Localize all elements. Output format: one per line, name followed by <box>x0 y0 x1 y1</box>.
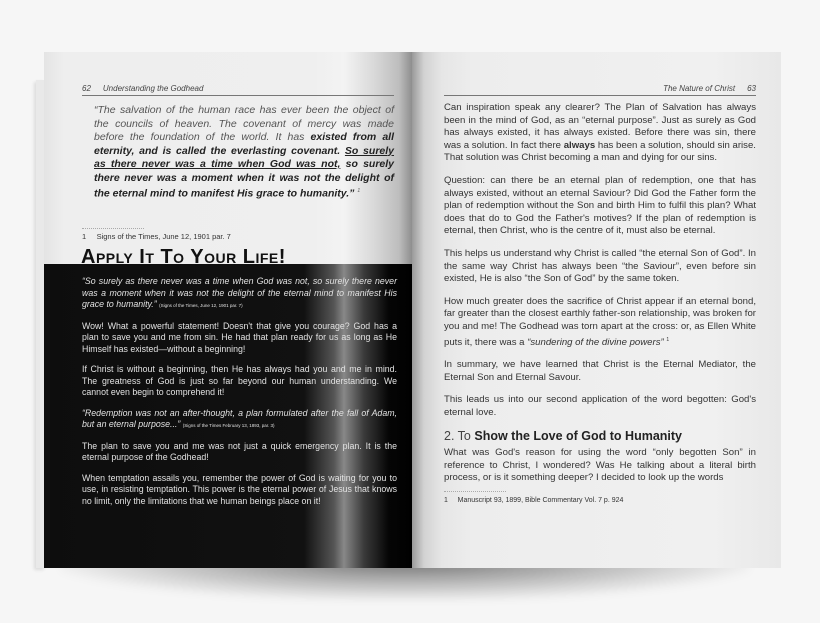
panel-paragraph: The plan to save you and me was not just a quick emergency plan. It is the eternal purpose of the Godhead! <box>82 440 397 462</box>
paragraph: Question: can there be an eternal plan of redemption, one that has always existed, without an eternal Saviour? Did God the Father form the plan of redemption without the Son and birth Him to fulfil this plan? What does that do to God the Father's motives? If the plan of redemption is eternal, then Christ, who is the centre of it, must also be eternal. <box>444 174 756 237</box>
heading-text: Show the Love of God to Humanity <box>474 428 682 443</box>
panel-paragraph: If Christ is without a beginning, then He has always had you and me in mind. The greatness of God is just so far beyond our human understanding. We cannot even begin to comprehend it! <box>82 364 397 397</box>
right-body <box>444 102 756 508</box>
italic-quote: “sundering of the divine powers” <box>527 336 664 348</box>
footnote-rule <box>82 228 144 229</box>
quote-text: “So surely as there never was a time when God was not, so surely there never was a moment when it was not the delight of the eternal mind to manifest His grace to humanity.” <box>82 276 397 309</box>
footnote-rule <box>444 491 506 492</box>
text: has been a solution, should sin arise. That solution was Christ becoming a man and dying for our sins. <box>444 139 756 164</box>
page-number: 63 <box>747 84 756 93</box>
citation: (Signs of the Times February 13, 1893, par. 3) <box>182 423 275 428</box>
footnote-text: Manuscript 93, 1899, Bible Commentary Vol. 7 p. 924 <box>457 497 624 505</box>
footnote-number: 1 <box>82 232 87 241</box>
left-running-head <box>82 84 394 96</box>
footnote-mark: 1 <box>357 188 361 194</box>
footnote <box>82 228 231 241</box>
footnote <box>444 491 756 508</box>
paragraph <box>444 102 756 165</box>
text: How much greater does the sacrifice of Christ appear if an eternal bond, far greater than the closest earthly father-son relationship, was broken for you and me! The Godhead was torn apart at the cross: or, as Ellen White puts it, there was a <box>444 295 756 348</box>
heading-number: 2. To <box>444 428 471 443</box>
section-title: Apply It To Your Life! <box>81 246 286 268</box>
citation: (Signs of the Times, June 12, 1901 par. 7) <box>159 303 243 308</box>
right-page <box>412 52 781 568</box>
paragraph: What was God's reason for using the word “only begotten Son” in reference to Christ, I wondered? Was He talking about a literal birth process, or is it something deeper? I decided to look up the words <box>444 447 756 484</box>
page-number: 62 <box>82 84 91 93</box>
footnote-number: 1 <box>444 497 448 505</box>
quote-underlined: So surely as there never was a time when God was not, <box>94 144 394 170</box>
open-book <box>44 52 781 568</box>
footnote-text: Signs of the Times, June 12, 1901 par. 7 <box>96 232 231 241</box>
paragraph: This leads us into our second application of the word begotten: God's eternal love. <box>444 394 756 419</box>
panel-quote <box>82 276 397 312</box>
panel-paragraph: Wow! What a powerful statement! Doesn't that give you courage? God has a plan to save you and me from sin. He had that plan ready for us as long as He Himself has existed—without a beginning! <box>82 320 397 354</box>
paragraph <box>444 296 756 350</box>
quote-block <box>94 104 394 201</box>
footnote-mark: 1 <box>666 336 670 343</box>
bold-text: always <box>563 139 596 151</box>
paragraph: This helps us understand why Christ is called “the eternal Son of God”. In the same way Christ has always been “the Saviour”, even before sin existed, He is also “the Son of God” by the same token. <box>444 247 756 285</box>
quote-text: “The salvation of the human race has ever been the object of the councils of heaven. The covenant of mercy was made before the foundation of the world. It has <box>94 104 394 143</box>
panel-paragraph: When temptation assails you, remember the power of God is waiting for you to use, in resisting temptation. This power is the eternal power of Jesus that knows no limit, only the limitations that we human beings place on it! <box>82 472 397 506</box>
section-heading <box>444 430 756 443</box>
panel-quote <box>82 408 397 432</box>
running-title: Understanding the Godhead <box>102 84 204 93</box>
paragraph: In summary, we have learned that Christ is the Eternal Mediator, the Eternal Son and Eternal Savour. <box>444 359 756 383</box>
quote-text: “Redemption was not an after-thought, a plan formulated after the fall of Adam, but an eternal purpose...” <box>82 407 397 429</box>
quote-bold: so surely there never was a moment when it was not the delight of the eternal mind to manifest His grace to humanity.” <box>94 158 395 200</box>
left-page <box>44 52 412 568</box>
text: Can inspiration speak any clearer? The Plan of Salvation has always been in the mind of God, as an “eternal purpose”. Just as surely as God has always existed, it has always existed. Before there was sin, there was a solution. In fact there <box>444 102 756 151</box>
right-running-head <box>444 84 756 96</box>
apply-panel-text <box>82 276 397 516</box>
quote-bold: existed from all eternity, and is called the everlasting covenant. <box>94 131 394 157</box>
running-title: The Nature of Christ <box>663 84 736 93</box>
